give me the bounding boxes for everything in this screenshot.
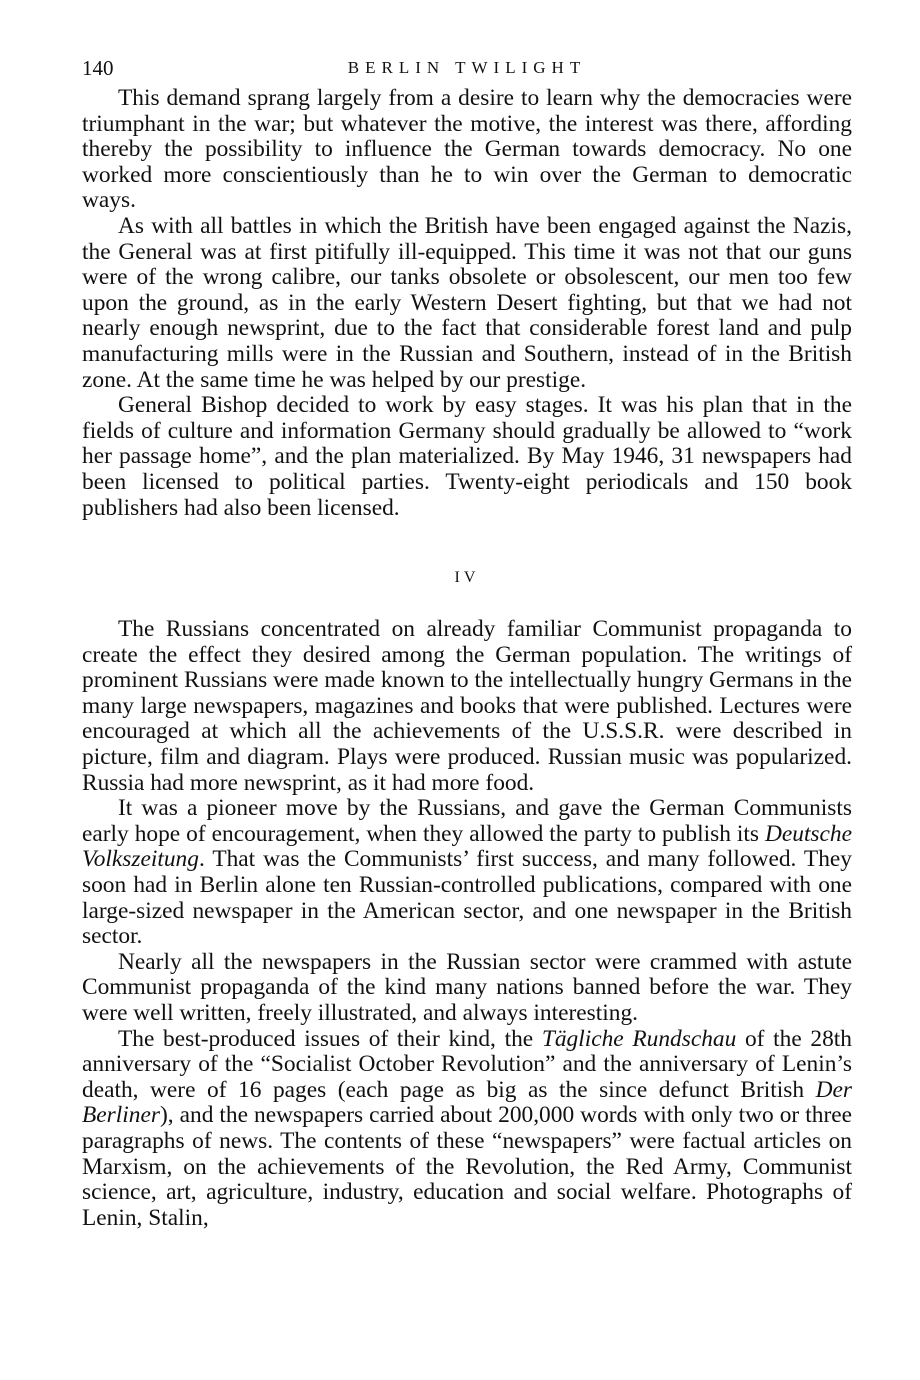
newspaper-title: Tägliche Rundschau xyxy=(541,1025,737,1052)
page-number: 140 xyxy=(82,56,114,80)
paragraph: As with all battles in which the British have been engaged against the Nazis, the General was at first pitifully ill-equipped. This time it was not that our guns were of the wrong calibre, our tanks obsolete or obsolescent, our men too few upon the ground, as in the early Western Desert fighting, but that we had not nearly enough newsprint, due to the fact that considerable forest land and pulp manufacturing mills were in the Russian and Southern, instead of in the British zone. At the same time he was helped by our prestige. xyxy=(82,212,852,393)
text-run: . That was the Communists’ first success, and many followed. They soon had in Berlin alone ten Russian-controlled publications, compared with one large-sized newspaper in the American sector, and one newspaper in the British sector. xyxy=(82,846,852,950)
paragraph xyxy=(82,1027,852,1232)
paragraph xyxy=(82,796,852,950)
newspaper-title: Der Berliner xyxy=(82,1076,852,1129)
text-run: It was a pioneer move by the Russians, and gave the German Communists early hope of encouragement, when they allowed the party to publish its xyxy=(82,795,852,847)
paragraph: Nearly all the newspapers in the Russian sector were crammed with astute Communist propaganda of the kind many nations banned before the war. They were well written, freely illustrated, and always interesting. xyxy=(82,948,852,1026)
paragraph: This demand sprang largely from a desire to learn why the democracies were triumphant in the war; but whatever the motive, the interest was there, affording thereby the possibility to influence the German towards democracy. No one worked more conscientiously than he to win over the German to democratic ways. xyxy=(82,85,852,214)
paragraph: The Russians concentrated on already familiar Communist propaganda to create the effect they desired among the German population. The writings of prominent Russians were made known to the intellectually hungry Germans in the many large newspapers, magazines and books that were published. Lectures were encouraged at which all the achievements of the U.S.S.R. were described in picture, film and diagram. Plays were produced. Russian music was popularized. Russia had more newsprint, as it had more food. xyxy=(82,616,852,796)
section-number: IV xyxy=(454,569,480,587)
text-run: ), and the newspapers carried about 200,000 words with only two or three paragraphs of news. The contents of these “newspapers” were factual articles on Marxism, on the achievements of the Revolution, the Red Army, Communist science, art, agriculture, industry, education and social welfare. Photographs of Lenin, Stalin, xyxy=(82,1102,852,1231)
text-run: of the 28th anniversary of the “Socialist October Revolution” and the anniversary of Lenin’s death, were of 16 pages (each page as big as the since defunct British xyxy=(82,1025,852,1103)
text-run: The best-produced issues of their kind, the xyxy=(118,1025,542,1052)
running-title: BERLIN TWILIGHT xyxy=(347,58,587,77)
book-page xyxy=(82,56,852,1231)
newspaper-title: Deutsche Volkszeitung xyxy=(82,820,852,873)
paragraph: General Bishop decided to work by easy stages. It was his plan that in the fields of culture and information Germany should gradually be allowed to “work her passage home”, and the plan materialized. By May 1946, 31 newspapers had been licensed to political parties. Twenty-eight periodicals and 150 book publishers had also been licensed. xyxy=(82,392,852,521)
running-head xyxy=(82,56,852,86)
